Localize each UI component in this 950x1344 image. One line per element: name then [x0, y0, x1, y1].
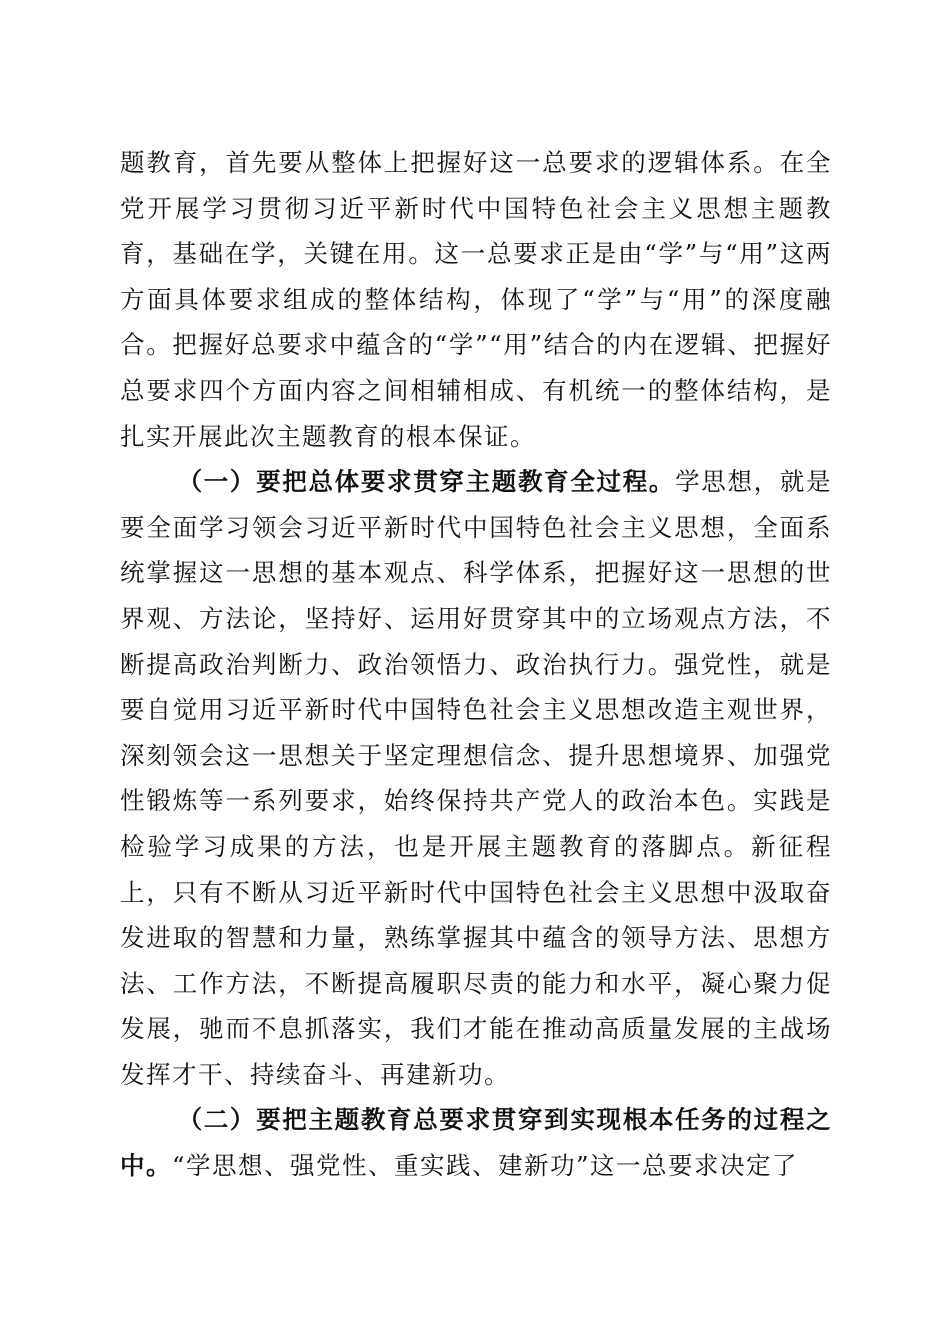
paragraph-section-1 — [120, 459, 832, 1097]
section-1-body: 学思想，就是要全面学习领会习近平新时代中国特色社会主义思想，全面系统掌握这一思想的基本观点、科学体系，把握好这一思想的世界观、方法论，坚持好、运用好贯穿其中的立场观点方法，不断提高政治判断力、政治领悟力、政治执行力。强党性，就是要自觉用习近平新时代中国特色社会主义思想改造主观世界，深刻领会这一思想关于坚定理想信念、提升思想境界、加强党性锻炼等一系列要求，始终保持共产党人的政治本色。实践是检验学习成果的方法，也是开展主题教育的落脚点。新征程上，只有不断从习近平新时代中国特色社会主义思想中汲取奋发进取的智慧和力量，熟练掌握其中蕴含的领导方法、思想方法、工作方法，不断提高履职尽责的能力和水平，凝心聚力促发展，驰而不息抓落实，我们才能在推动高质量发展的主战场发挥才干、持续奋斗、再建新功。 — [120, 467, 833, 1089]
paragraph-continuation: 题教育，首先要从整体上把握好这一总要求的逻辑体系。在全党开展学习贯彻习近平新时代中国特色社会主义思想主题教育，基础在学，关键在用。这一总要求正是由“学”与“用”这两方面具体要求组成的整体结构，体现了“学”与“用”的深度融合。把握好总要求中蕴含的“学”“用”结合的内在逻辑、把握好总要求四个方面内容之间相辅相成、有机统一的整体结构，是扎实开展此次主题教育的根本保证。 — [120, 148, 832, 451]
paragraph-section-2 — [120, 1097, 832, 1188]
section-1-heading: （一）要把总体要求贯穿主题教育全过程。 — [177, 467, 676, 497]
document-body — [120, 140, 832, 1189]
section-2-body: “学思想、强党性、重实践、建新功”这一总要求决定了 — [172, 1151, 799, 1181]
section-2-heading: （二）要把主题教育总要求贯穿到实现根本任务的过程之中。 — [120, 1105, 832, 1181]
